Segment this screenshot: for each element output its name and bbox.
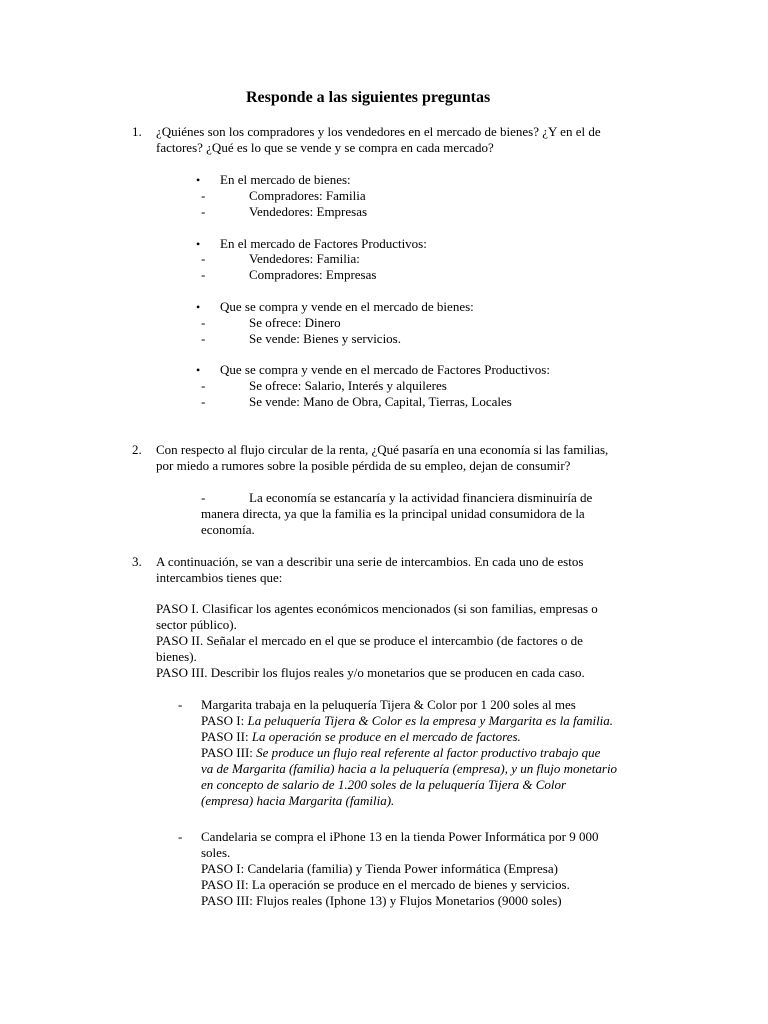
example-2-paso-2: PASO II: La operación se produce en el mercado de bienes y servicios. bbox=[201, 877, 570, 892]
group-heading: En el mercado de Factores Productivos: bbox=[220, 236, 427, 251]
group-heading: En el mercado de bienes: bbox=[220, 172, 351, 187]
bullet-icon: • bbox=[196, 173, 201, 187]
question-2-text-line-2: por miedo a rumores sobre la posible pérdida de su empleo, dejan de consumir? bbox=[156, 458, 571, 473]
example-1-paso-2 bbox=[201, 729, 521, 745]
step-line: PASO III. Describir los flujos reales y/o monetarios que se producen en cada caso. bbox=[156, 665, 585, 680]
step-line: PASO I. Clasificar los agentes económicos mencionados (si son familias, empresas o bbox=[156, 601, 598, 616]
question-3-number: 3. bbox=[132, 554, 142, 569]
dash-marker: - bbox=[201, 251, 206, 266]
bullet-icon: • bbox=[196, 237, 201, 251]
question-3-text-line-2: intercambios tienes que: bbox=[156, 570, 283, 585]
question-3-text-line-1: A continuación, se van a describir una serie de intercambios. En cada uno de estos bbox=[156, 554, 584, 569]
example-1-paso-3 bbox=[201, 745, 600, 761]
paso-answer: La operación se produce en el mercado de factores. bbox=[251, 729, 521, 744]
dash-marker: - bbox=[201, 267, 206, 282]
paso-label: PASO I: bbox=[201, 713, 248, 728]
example-1-paso-3-line-2: va de Margarita (familia) hacia a la peluquería (empresa), y un flujo monetario bbox=[201, 761, 618, 776]
dash-marker: - bbox=[201, 331, 206, 346]
question-2-text-line-1: Con respecto al flujo circular de la renta, ¿Qué pasaría en una economía si las familias, bbox=[156, 442, 609, 457]
list-item: Vendedores: Familia: bbox=[249, 251, 360, 266]
list-item: Compradores: Familia bbox=[249, 188, 366, 203]
answer-line-3: economía. bbox=[201, 522, 255, 537]
list-item: Se vende: Bienes y servicios. bbox=[249, 331, 401, 346]
answer-line-2: manera directa, ya que la familia es la principal unidad consumidora de la bbox=[201, 506, 585, 521]
list-item: Compradores: Empresas bbox=[249, 267, 377, 282]
group-heading: Que se compra y vende en el mercado de Factores Productivos: bbox=[220, 362, 550, 377]
example-1-paso-3-line-4: (empresa) hacia Margarita (familia). bbox=[201, 793, 395, 808]
example-1-statement: Margarita trabaja en la peluquería Tijera & Color por 1 200 soles al mes bbox=[201, 697, 576, 712]
answer-line-1: La economía se estancaría y la actividad financiera disminuiría de bbox=[249, 490, 593, 505]
dash-marker: - bbox=[201, 394, 206, 409]
group-heading: Que se compra y vende en el mercado de bienes: bbox=[220, 299, 474, 314]
example-1-paso-3-line-3: en concepto de salario de 1.200 soles de la peluquería Tijera & Color bbox=[201, 777, 567, 792]
list-item: Vendedores: Empresas bbox=[249, 204, 368, 219]
bullet-icon: • bbox=[196, 363, 201, 377]
page-title: Responde a las siguientes preguntas bbox=[246, 89, 491, 106]
question-2-number: 2. bbox=[132, 442, 142, 457]
dash-marker: - bbox=[201, 490, 206, 505]
question-1-number: 1. bbox=[132, 124, 142, 139]
bullet-icon: • bbox=[196, 300, 201, 314]
dash-marker: - bbox=[178, 697, 183, 712]
paso-answer: Se produce un flujo real referente al factor productivo trabajo que bbox=[256, 745, 601, 760]
step-line: bienes). bbox=[156, 649, 197, 664]
question-1-text-line-1: ¿Quiénes son los compradores y los vendedores en el mercado de bienes? ¿Y en el de bbox=[156, 124, 601, 139]
dash-marker: - bbox=[201, 378, 206, 393]
dash-marker: - bbox=[201, 188, 206, 203]
dash-marker: - bbox=[201, 315, 206, 330]
example-2-paso-3: PASO III: Flujos reales (Iphone 13) y Flujos Monetarios (9000 soles) bbox=[201, 893, 562, 908]
paso-label: PASO II: bbox=[201, 729, 252, 744]
step-line: sector público). bbox=[156, 617, 237, 632]
dash-marker: - bbox=[201, 204, 206, 219]
question-1-text-line-2: factores? ¿Qué es lo que se vende y se compra en cada mercado? bbox=[156, 140, 494, 155]
step-line: PASO II. Señalar el mercado en el que se produce el intercambio (de factores o de bbox=[156, 633, 583, 648]
paso-label: PASO III: bbox=[201, 745, 257, 760]
example-2-statement-line-2: soles. bbox=[201, 845, 231, 860]
example-2-statement-line-1: Candelaria se compra el iPhone 13 en la tienda Power Informática por 9 000 bbox=[201, 829, 599, 844]
dash-marker: - bbox=[178, 829, 183, 844]
example-1-paso-1 bbox=[201, 713, 613, 729]
list-item: Se ofrece: Dinero bbox=[249, 315, 341, 330]
list-item: Se vende: Mano de Obra, Capital, Tierras, Locales bbox=[249, 394, 512, 409]
example-2-paso-1: PASO I: Candelaria (familia) y Tienda Power informática (Empresa) bbox=[201, 861, 558, 876]
paso-answer: La peluquería Tijera & Color es la empresa y Margarita es la familia. bbox=[247, 713, 614, 728]
list-item: Se ofrece: Salario, Interés y alquileres bbox=[249, 378, 447, 393]
